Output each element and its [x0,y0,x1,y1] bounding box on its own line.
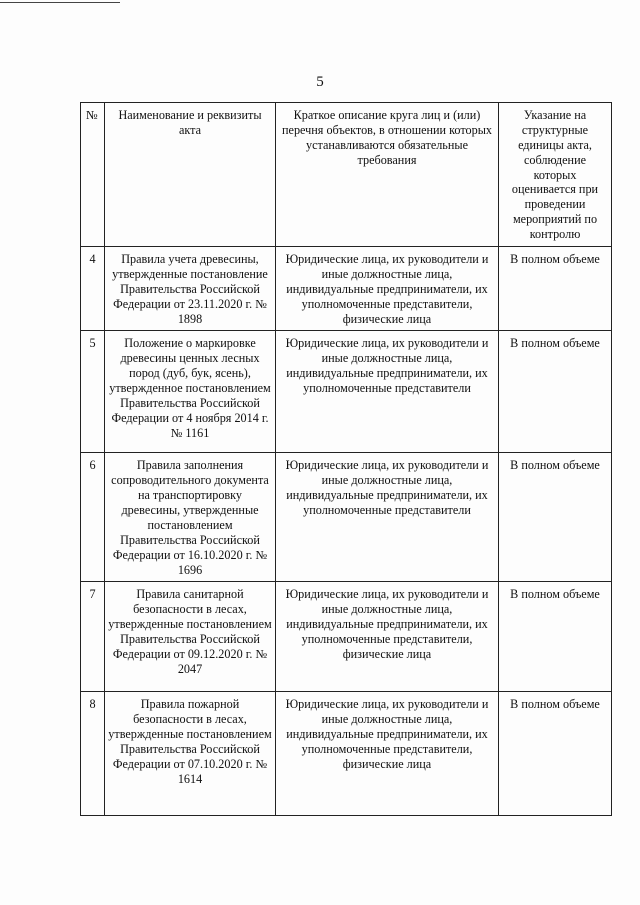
row-description: Юридические лица, их руководители и иные должностные лица, индивидуальные предприниматели, их уполномоченные представители, физические лица [276,582,499,692]
page-number: 5 [316,74,324,90]
row-num: 8 [81,692,105,816]
scan-corner-line [0,2,120,3]
row-act-name: Правила санитарной безопасности в лесах, утвержденные постановлением Правительства Российской Федерации от 09.12.2020 г. № 2047 [105,582,276,692]
row-scope: В полном объеме [499,582,612,692]
header-description: Краткое описание круга лиц и (или) перечня объектов, в отношении которых устанавливаются обязательные требования [276,103,499,247]
row-description: Юридические лица, их руководители и иные должностные лица, индивидуальные предприниматели, их уполномоченные представители, физические лица [276,692,499,816]
row-act-name: Правила пожарной безопасности в лесах, утвержденные постановлением Правительства Российской Федерации от 07.10.2020 г. № 1614 [105,692,276,816]
requirements-table [80,102,612,816]
row-description: Юридические лица, их руководители и иные должностные лица, индивидуальные предприниматели, их уполномоченные представители, физические лица [276,247,499,331]
table-row [81,582,612,692]
row-num: 4 [81,247,105,331]
row-act-name: Правила заполнения сопроводительного документа на транспортировку древесины, утвержденные постановлением Правительства Российской Федерации от 16.10.2020 г. № 1696 [105,453,276,582]
row-act-name: Положение о маркировке древесины ценных лесных пород (дуб, бук, ясень), утвержденное постановлением Правительства Российской Федерации от 4 ноября 2014 г. № 1161 [105,331,276,453]
table-row [81,692,612,816]
row-num: 5 [81,331,105,453]
table-row [81,247,612,331]
row-scope: В полном объеме [499,453,612,582]
row-scope: В полном объеме [499,247,612,331]
header-act-name: Наименование и реквизиты акта [105,103,276,247]
table-row [81,453,612,582]
table-header-row [81,103,612,247]
row-description: Юридические лица, их руководители и иные должностные лица, индивидуальные предприниматели, их уполномоченные представители [276,331,499,453]
row-scope: В полном объеме [499,692,612,816]
row-act-name: Правила учета древесины, утвержденные постановление Правительства Российской Федерации от 23.11.2020 г. № 1898 [105,247,276,331]
header-scope: Указание на структурные единицы акта, соблюдение которых оценивается при проведении мероприятий по контролю [499,103,612,247]
row-description: Юридические лица, их руководители и иные должностные лица, индивидуальные предприниматели, их уполномоченные представители [276,453,499,582]
header-num: № [81,103,105,247]
table-row [81,331,612,453]
row-scope: В полном объеме [499,331,612,453]
row-num: 6 [81,453,105,582]
row-num: 7 [81,582,105,692]
